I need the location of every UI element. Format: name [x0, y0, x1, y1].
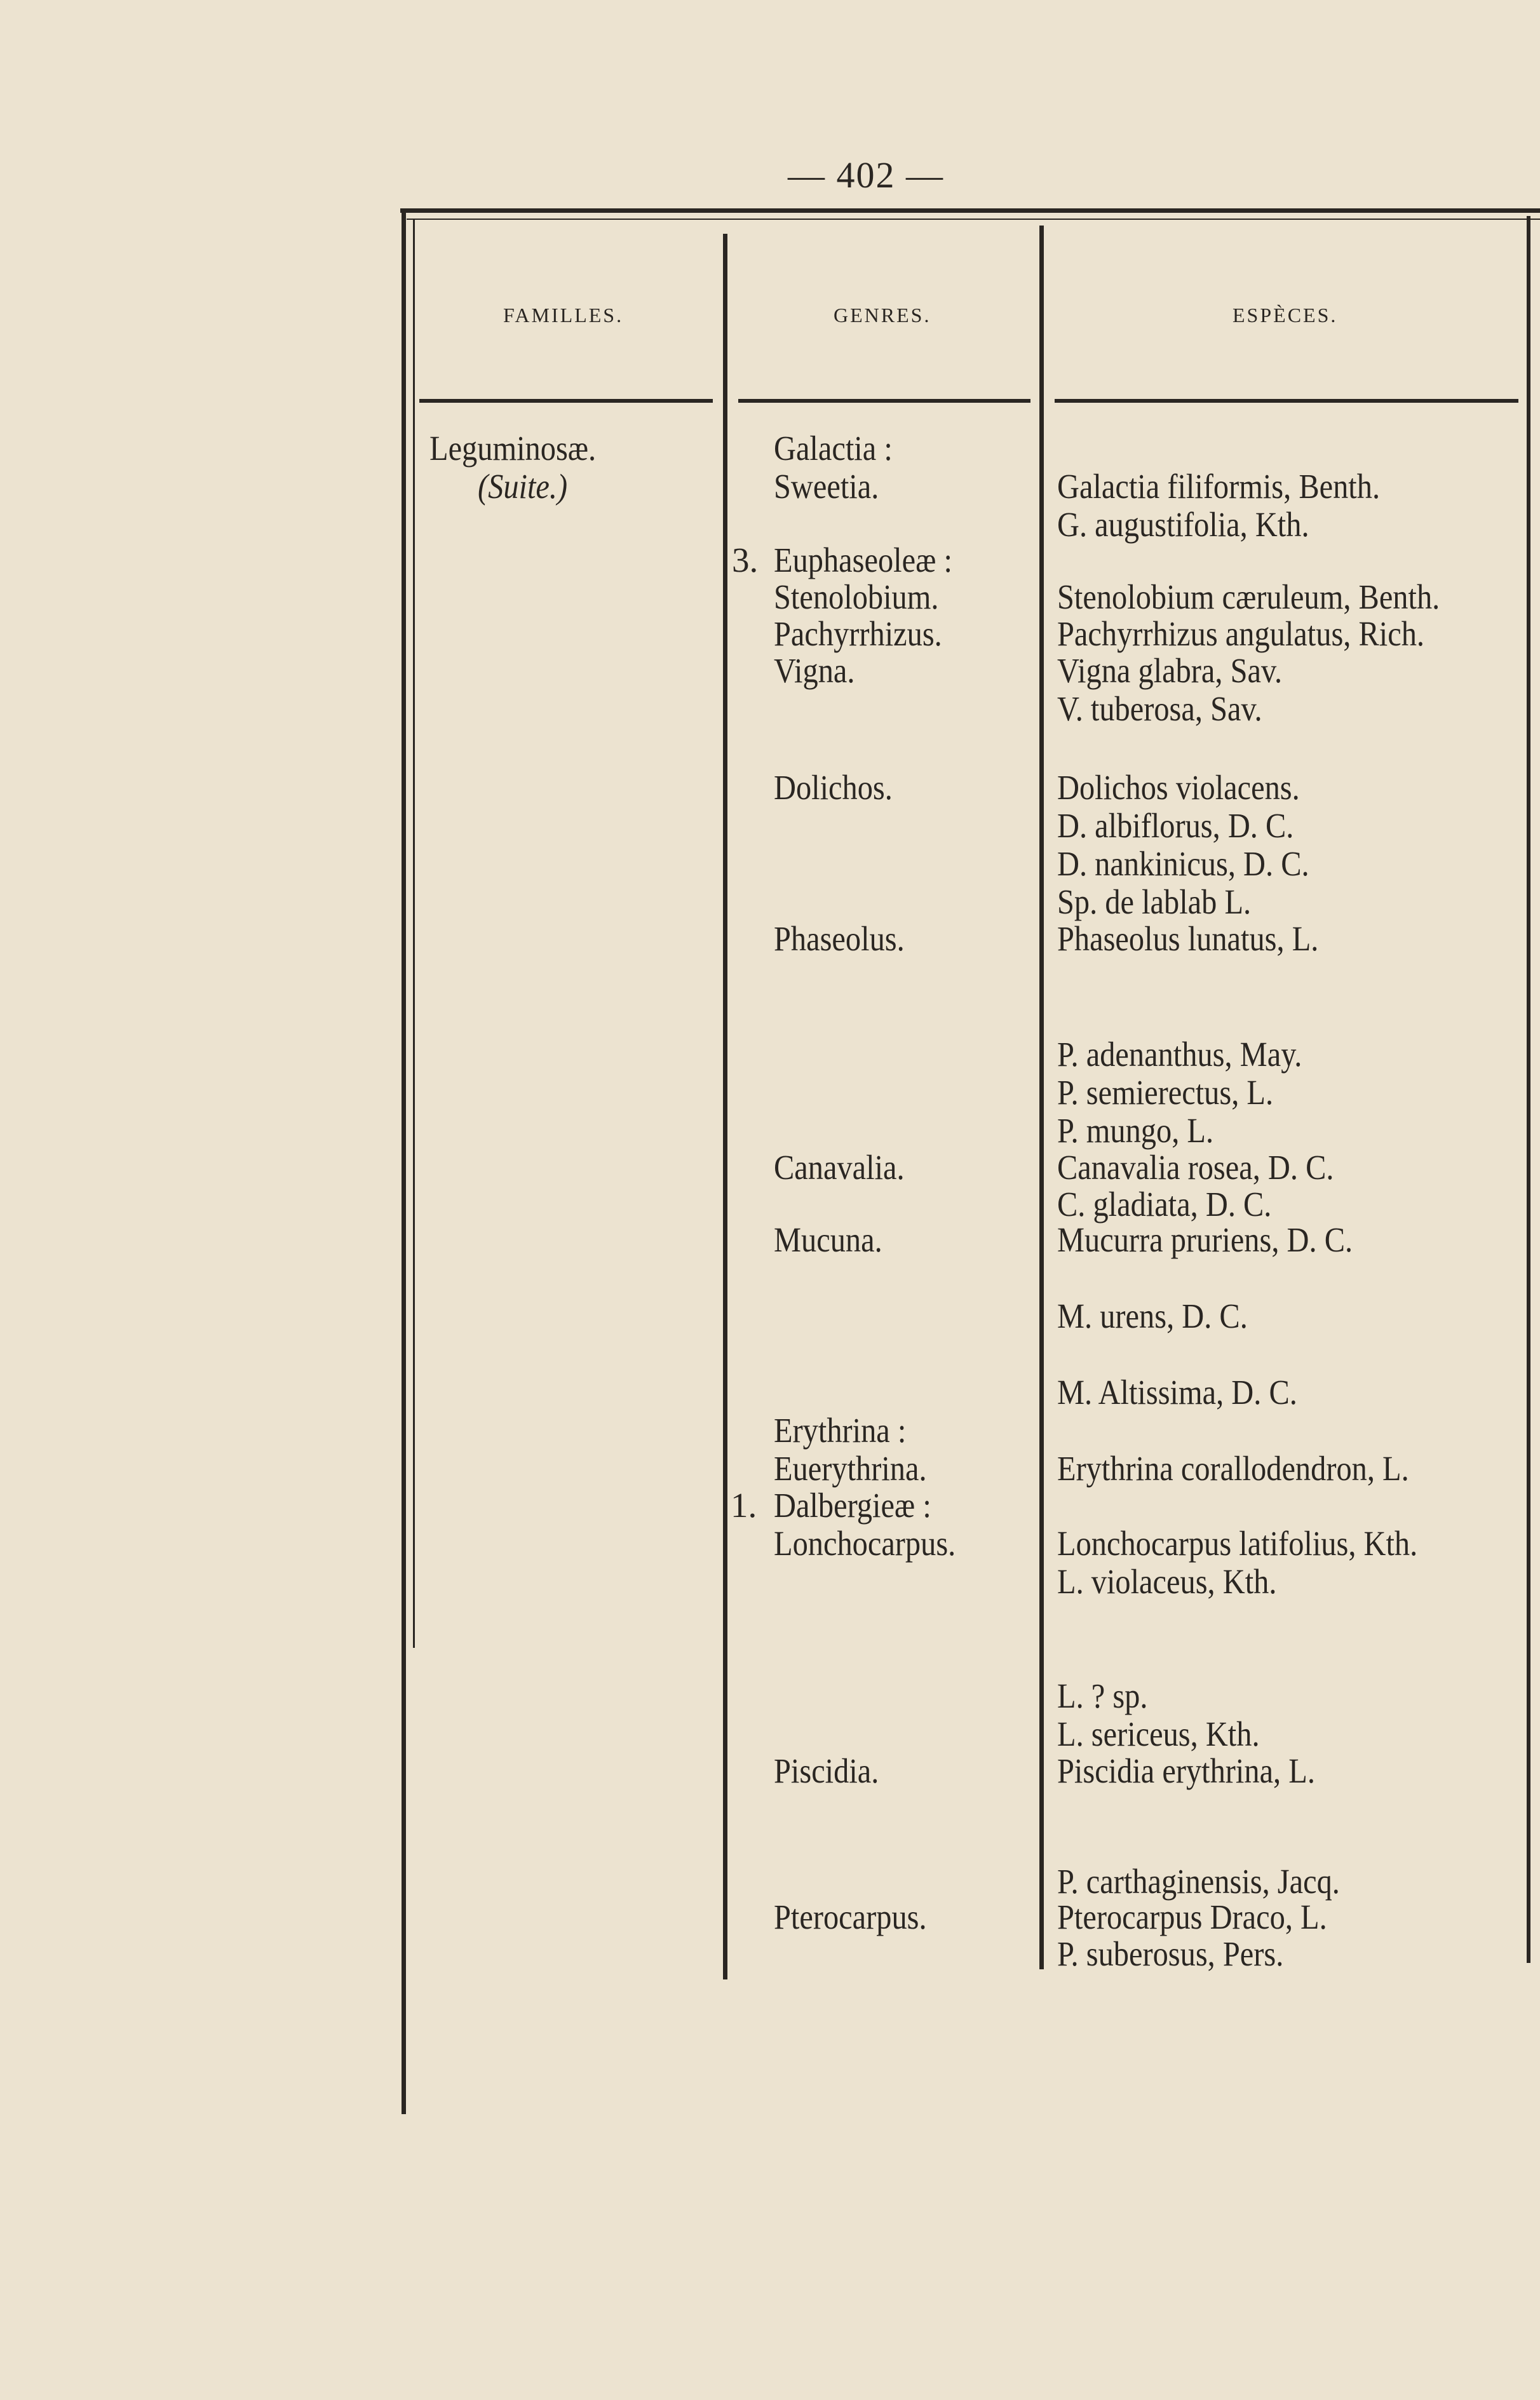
- page-number: — 402 —: [788, 154, 944, 196]
- right-border: [1527, 216, 1530, 1963]
- species-entry: Mucurra pruriens, D. C.: [1057, 1220, 1353, 1259]
- left-border-inner: [413, 220, 415, 1648]
- genre-stenolobium: Stenolobium.: [774, 577, 939, 616]
- species-entry: C. gladiata, D. C.: [1057, 1185, 1272, 1224]
- header-rule-especes: [1055, 399, 1518, 403]
- species-entry: L. sericeus, Kth.: [1057, 1715, 1260, 1753]
- header-especes: ESPÈCES.: [1233, 304, 1338, 327]
- tribe-euphaseoleae: Euphaseoleæ :: [774, 541, 952, 579]
- genre-piscidia: Piscidia.: [774, 1751, 879, 1790]
- header-rule-genres: [738, 399, 1030, 403]
- species-entry: D. albiflorus, D. C.: [1057, 806, 1294, 845]
- family-suite: [478, 468, 567, 506]
- genre-galactia: Galactia :: [774, 429, 893, 468]
- species-entry: Galactia filiformis, Benth.: [1057, 467, 1381, 506]
- species-entry: P. suberosus, Pers.: [1057, 1934, 1284, 1973]
- genre-lonchocarpus: Lonchocarpus.: [774, 1524, 956, 1563]
- header-rule-familles: [419, 399, 713, 403]
- species-entry: L. violaceus, Kth.: [1057, 1562, 1277, 1601]
- species-entry: Stenolobium cæruleum, Benth.: [1057, 577, 1440, 616]
- genre-vigna: Vigna.: [774, 651, 855, 690]
- genre-mucuna: Mucuna.: [774, 1220, 882, 1259]
- species-entry: L. ? sp.: [1057, 1676, 1148, 1715]
- genre-sweetia: Sweetia.: [774, 467, 879, 506]
- left-border-outer: [402, 208, 406, 2114]
- family-name: Leguminosæ.: [429, 429, 597, 468]
- family-suite-text: (Suite.): [478, 467, 568, 506]
- tribe-number-euphaseoleae: 3.: [732, 541, 759, 579]
- top-rule-thin: [407, 219, 1540, 220]
- species-entry: P. carthaginensis, Jacq.: [1057, 1862, 1340, 1901]
- species-entry: P. mungo, L.: [1057, 1111, 1214, 1150]
- tribe-dalbergieae: Dalbergieæ :: [774, 1486, 931, 1525]
- species-entry: Canavalia rosea, D. C.: [1057, 1148, 1334, 1187]
- species-entry: Erythrina corallodendron, L.: [1057, 1449, 1409, 1488]
- genre-erythrina: Erythrina :: [774, 1411, 907, 1450]
- genre-phaseolus: Phaseolus.: [774, 919, 905, 958]
- tribe-number-dalbergieae: 1.: [731, 1486, 757, 1525]
- species-entry: Sp. de lablab L.: [1057, 882, 1252, 921]
- header-genres: GENRES.: [834, 304, 931, 327]
- species-entry: Pachyrrhizus angulatus, Rich.: [1057, 614, 1424, 653]
- species-entry: Vigna glabra, Sav.: [1057, 651, 1283, 690]
- col-divider-1: [723, 234, 727, 1979]
- species-entry: M. urens, D. C.: [1057, 1297, 1248, 1335]
- genre-pterocarpus: Pterocarpus.: [774, 1898, 927, 1936]
- header-familles: FAMILLES.: [503, 304, 624, 327]
- genre-euerythrina: Euerythrina.: [774, 1449, 927, 1488]
- top-rule-thick: [400, 208, 1540, 213]
- col-divider-2: [1039, 226, 1044, 1969]
- species-entry: Piscidia erythrina, L.: [1057, 1751, 1315, 1790]
- genre-canavalia: Canavalia.: [774, 1148, 905, 1187]
- species-entry: V. tuberosa, Sav.: [1057, 689, 1262, 728]
- genre-dolichos: Dolichos.: [774, 768, 893, 807]
- genre-pachyrrhizus: Pachyrrhizus.: [774, 614, 942, 653]
- species-entry: Phaseolus lunatus, L.: [1057, 919, 1319, 958]
- species-entry: D. nankinicus, D. C.: [1057, 844, 1309, 883]
- species-entry: G. augustifolia, Kth.: [1057, 505, 1309, 544]
- species-entry: Pterocarpus Draco, L.: [1057, 1898, 1327, 1936]
- species-entry: Lonchocarpus latifolius, Kth.: [1057, 1524, 1418, 1563]
- species-entry: M. Altissima, D. C.: [1057, 1373, 1297, 1412]
- species-entry: P. adenanthus, May.: [1057, 1035, 1302, 1074]
- species-entry: P. semierectus, L.: [1057, 1073, 1274, 1112]
- species-entry: Dolichos violacens.: [1057, 768, 1300, 807]
